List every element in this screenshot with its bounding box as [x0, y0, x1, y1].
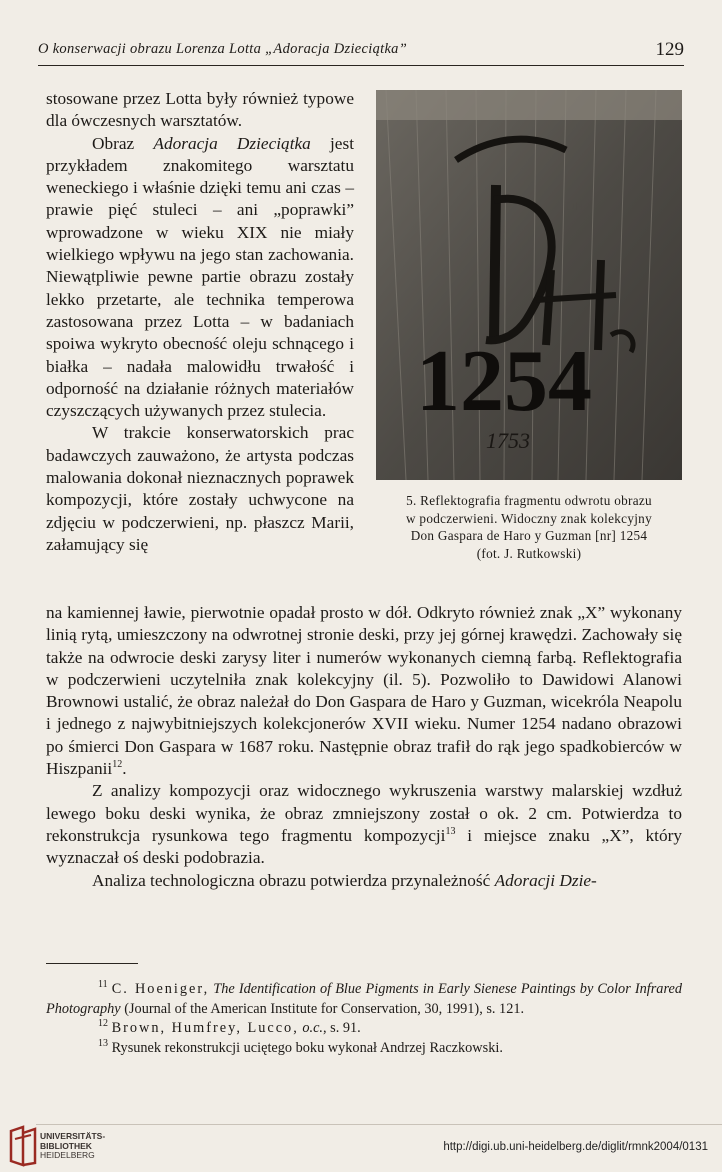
small-number: 1753	[486, 428, 530, 453]
source-url-link[interactable]: http://digi.ub.uni-heidelberg.de/diglit/rmnk2004/0131	[443, 1141, 708, 1153]
left-column-text	[46, 88, 354, 556]
page-number: 129	[655, 39, 684, 60]
footnote-12	[46, 1019, 682, 1039]
footnotes	[46, 980, 682, 1058]
paragraph-4-rest: i miejsce znaku „X”, który wyznaczał oś deski podobrazia.	[46, 825, 682, 868]
caption-credit: (fot. J. Rutkowski)	[476, 545, 582, 561]
footnote-ref[interactable]: 13	[445, 826, 456, 838]
footnote-rule	[46, 963, 138, 964]
page-header	[38, 39, 684, 65]
library-name	[40, 1132, 105, 1161]
library-name-line: BIBLIOTHEK	[40, 1140, 92, 1151]
paragraph-5-text: Analiza technologiczna obrazu potwierdza przynależność	[92, 870, 495, 890]
footer-divider	[36, 1124, 722, 1125]
paragraph-3-start: W trakcie konserwatorskich prac badawczych zauważono, że artysta podczas malowania dokonał nieznacznych poprawek kompozycji, które zostały uchwycone na zdjęciu w podczerwieni, np. płaszcz Marii, załamujący się	[46, 423, 354, 554]
full-width-text	[46, 602, 682, 892]
caption-line: Don Gaspara de Haro y Guzman [nr] 1254	[410, 528, 648, 543]
monogram-letters	[566, 199, 584, 213]
paragraph-2	[46, 133, 354, 423]
figure-caption	[376, 492, 682, 562]
running-title: O konserwacji obrazu Lorenza Lotta „Adoracja Dzieciątka”	[38, 41, 408, 57]
footnote-rest: (Journal of the American Institute for Conservation, 30, 1991), s. 121.	[120, 1000, 525, 1017]
paragraph-5	[46, 870, 682, 892]
footnote-11	[46, 980, 682, 1019]
footnote-title: The Identification of Blue Pigments in Early Sienese Paintings by Color Infrared Photography	[46, 981, 682, 1017]
infrared-photo	[376, 90, 682, 480]
paragraph-4	[46, 780, 682, 869]
paragraph-3-end	[46, 602, 682, 780]
paragraph-2-lead: Obraz	[92, 133, 154, 153]
library-name-line: UNIVERSITÄTS-	[40, 1131, 106, 1141]
footnote-number: 13	[98, 1037, 108, 1049]
paragraph-4-text: Z analizy kompozycji oraz widocznego wykruszenia warstwy malarskiej wzdłuż lewego boku deski wynika, że obraz zmniejszony został o ok. 2 cm. Potwierdza to rekonstrukcja rysunkowa tego fragmentu kompozycji	[46, 781, 682, 845]
footnote-number: 12	[98, 1018, 108, 1030]
painting-title: Adoracja Dzieciątka	[153, 133, 311, 153]
footnote-text: Rysunek rekonstrukcji uciętego boku wykonał Andrzej Raczkowski.	[111, 1039, 503, 1056]
library-logo-icon[interactable]	[5, 1125, 45, 1167]
library-name-line: HEIDELBERG	[40, 1150, 95, 1160]
paragraph-2-rest: jest przykładem znakomitego warsztatu weneckiego i właśnie dzięki temu ani czas – prawie pięć stuleci – ani „poprawki” wprowadzone w wieku XIX nie miały wielkiego wpływu na jego stan zachowania. Niewątpliwie pewne partie obrazu zostały lekko przetarte, ale technika temperowa zastosowana przez Lotta – w badaniach spoiwa wykryto obecność oleju schnącego i białka – nadała malowidłu trwałość i odporność na działanie różnych materiałów czyszczących używanych przez stulecia.	[46, 133, 354, 421]
footnote-author: C. Hoeniger,	[111, 981, 210, 997]
reflectography-image	[376, 90, 682, 480]
footnote-13	[46, 1039, 682, 1059]
paragraph-1: stosowane przez Lotta były również typowe dla ówczesnych warsztatów.	[46, 89, 354, 131]
caption-line: w podczerwieni. Widoczny znak kolekcyjny	[406, 510, 652, 526]
header-rule	[38, 65, 684, 66]
collection-number: 1254	[416, 333, 592, 430]
footnote-ref[interactable]: 12	[112, 759, 123, 771]
footnote-number: 11	[98, 979, 108, 991]
paragraph-3-end-text: na kamiennej ławie, pierwotnie opadał prosto w dół. Odkryto również znak „X” wykonany linią rytą, umieszczony na odwrotnej stronie deski, przy jej górnej krawędzi. Zachowały się także na odwrocie deski zarysy liter i numerów wykonanych ciemną farbą. Reflektografia w podczerwieni uczytelniła znak kolekcyjny (il. 5). Pozwoliło to Dawidowi Alanowi Brownowi ustalić, że obraz należał do Don Gaspara de Haro y Guzman, wicekróla Neapolu i jednego z najwybitniejszych kolekcjonerów XVII wieku. Numer 1254 nadano obrazowi po śmierci Don Gaspara w 1687 roku. Następnie obraz trafił do rąk jego spadkobierców w Hiszpanii	[46, 603, 682, 779]
paragraph-3-tail: .	[122, 759, 127, 779]
footnote-author: Brown, Humfrey, Lucco,	[111, 1020, 299, 1036]
caption-line: 5. Reflektografia fragmentu odwrotu obrazu	[406, 493, 652, 508]
footnote-abbrev: o.c.	[302, 1020, 324, 1036]
footnote-rest: , s. 91.	[323, 1020, 361, 1036]
paragraph-5-italic: Adoracji Dzie-	[494, 870, 597, 890]
